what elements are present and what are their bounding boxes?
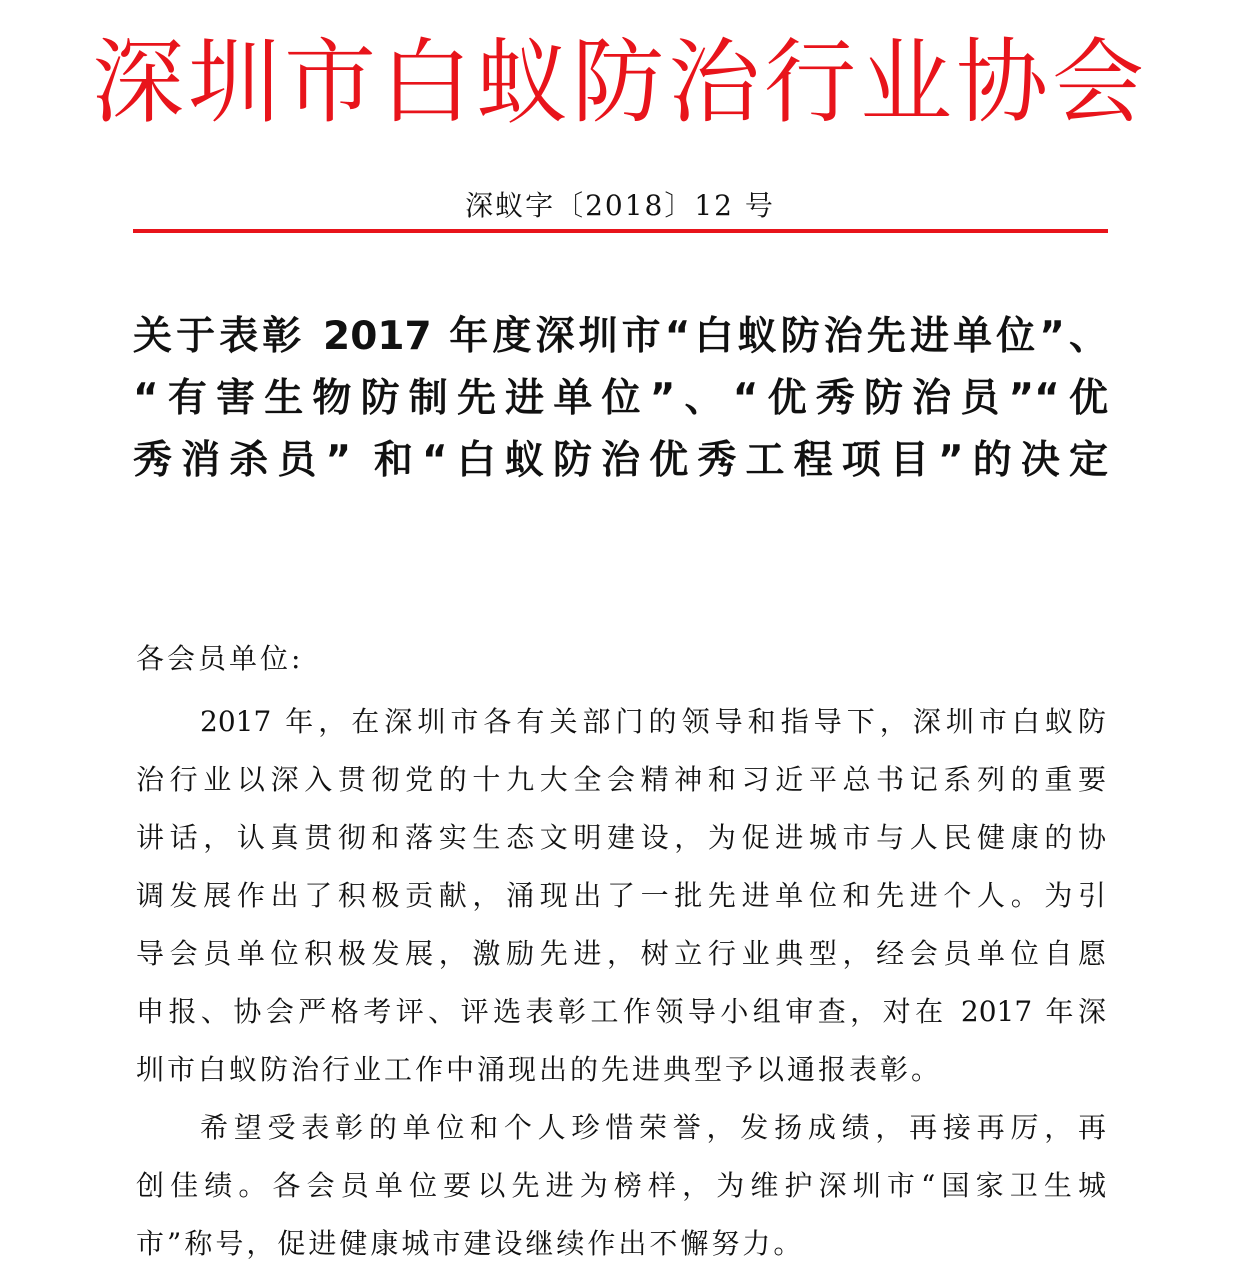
header-divider-rule bbox=[133, 229, 1108, 233]
paragraph-2-line-2: 创佳绩。各会员单位要以先进为榜样，为维护深圳市“国家卫生城 bbox=[136, 1169, 1106, 1202]
paragraph-1-line-3: 讲话，认真贯彻和落实生态文明建设，为促进城市与人民健康的协 bbox=[136, 821, 1106, 854]
organization-name: 深圳市白蚁防治行业协会 bbox=[91, 29, 1148, 136]
document-title bbox=[133, 306, 1108, 492]
paragraph-1-line-4: 调发展作出了积极贡献，涌现出了一批先进单位和先进个人。为引 bbox=[136, 879, 1106, 912]
paragraph-1-line-2: 治行业以深入贯彻党的十九大全会精神和习近平总书记系列的重要 bbox=[136, 763, 1106, 796]
title-line-1: 关于表彰 2017 年度深圳市“白蚁防治先进单位”、 bbox=[133, 314, 1108, 359]
title-line-3: 秀消杀员” 和“白蚁防治优秀工程项目”的决定 bbox=[133, 438, 1108, 483]
salutation: 各会员单位: bbox=[136, 642, 304, 675]
paragraph-1-line-1: 2017 年，在深圳市各有关部门的领导和指导下，深圳市白蚁防 bbox=[200, 705, 1106, 738]
document-number: 深蚁字〔2018〕12 号 bbox=[465, 189, 775, 222]
title-line-2: “有害生物防制先进单位”、“优秀防治员”“优 bbox=[133, 376, 1108, 421]
document-body bbox=[136, 693, 1106, 1273]
paragraph-1-line-7: 圳市白蚁防治行业工作中涌现出的先进典型予以通报表彰。 bbox=[136, 1053, 943, 1086]
paragraph-2-line-1: 希望受表彰的单位和个人珍惜荣誉，发扬成绩，再接再厉，再 bbox=[200, 1111, 1106, 1144]
paragraph-1-line-5: 导会员单位积极发展，激励先进，树立行业典型，经会员单位自愿 bbox=[136, 937, 1106, 970]
paragraph-1-line-6: 申报、协会严格考评、评选表彰工作领导小组审查，对在 2017 年深 bbox=[136, 995, 1106, 1028]
paragraph-2-line-3: 市”称号，促进健康城市建设继续作出不懈努力。 bbox=[136, 1227, 805, 1260]
